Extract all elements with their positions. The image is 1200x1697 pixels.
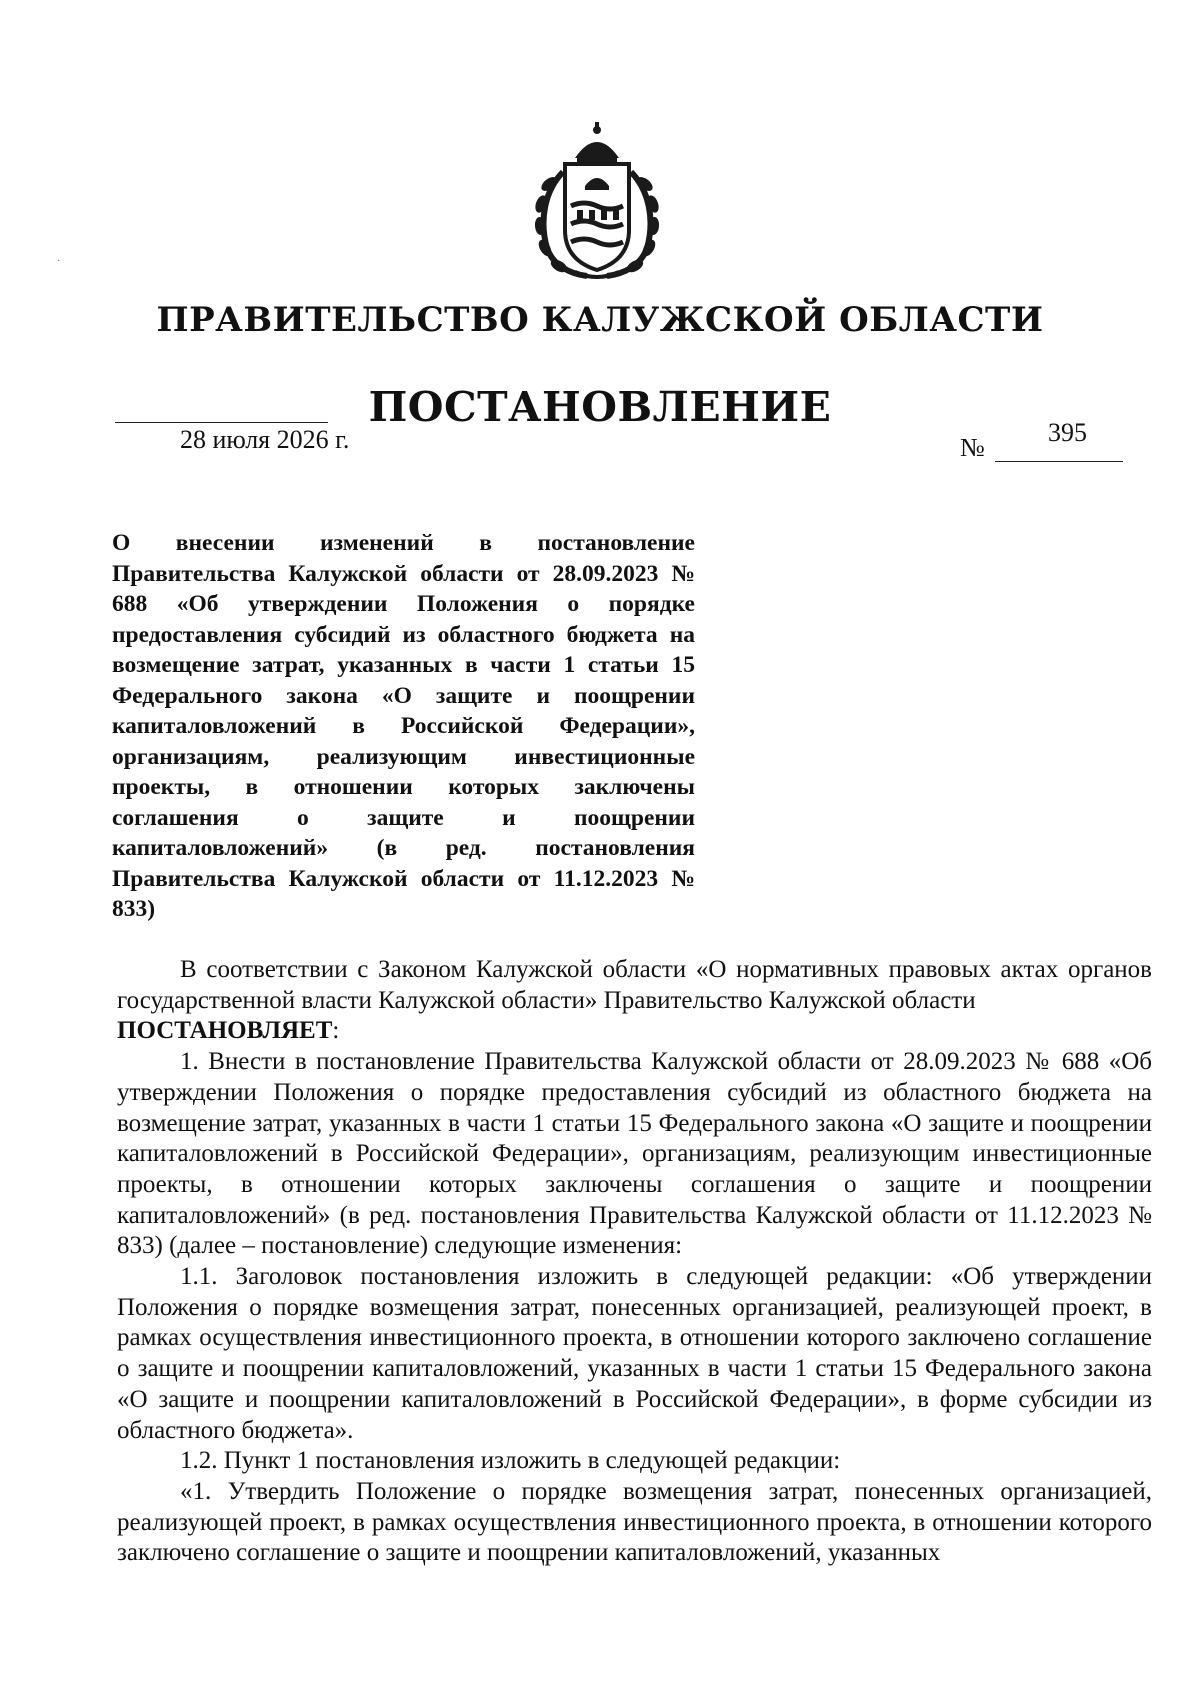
preamble-text: В соответствии с Законом Калужской области «О нормативных правовых актах органов государственной власти Калужской области» Правительство Калужской области <box>117 956 1152 1014</box>
document-number: 395 <box>1048 418 1087 447</box>
number-sign: № <box>960 433 985 462</box>
government-name: ПРАВИТЕЛЬСТВО КАЛУЖСКОЙ ОБЛАСТИ <box>156 300 1044 340</box>
resolves-colon: : <box>332 1017 340 1045</box>
document-heading: О внесении изменений в постановление Правительства Калужской области от 28.09.2023 № 688 «Об утверждении Положения о порядке предоставления субсидий из областного бюджета на возмещение затрат, указанных в части 1 статьи 15 Федерального закона «О защите и поощрении капиталовложений в Российской Федерации», организациям, реализующим инвестиционные проекты, в отношении которых заключены соглашения о защите и поощрении капиталовложений» (в ред. постановления Правительства Калужской области от 11.12.2023 № 833) <box>112 530 695 922</box>
number-underline <box>995 461 1123 462</box>
paragraph-1-1: 1.1. Заголовок постановления изложить в следующей редакции: «Об утверждении Положения о порядке возмещения затрат, понесенных организацией, реализующей проект, в рамках осуществления инвестиционного проекта, в отношении которого заключено соглашение о защите и поощрении капиталовложений, указанных в части 1 статьи 15 Федерального закона «О защите и поощрении капиталовложений в Российской Федерации», в форме субсидии из областного бюджета». <box>117 1263 1152 1444</box>
resolves-word: ПОСТАНОВЛЯЕТ <box>117 1017 333 1045</box>
paragraph-1-2: 1.2. Пункт 1 постановления изложить в следующей редакции: <box>180 1447 841 1475</box>
paragraph-1: 1. Внести в постановление Правительства Калужской области от 28.09.2023 № 688 «Об утверждении Положения о порядке предоставления субсидий из областного бюджета на возмещение затрат, указанных в части 1 статьи 15 Федерального закона «О защите и поощрении капиталовложений в Российской Федерации», организациям, реализующим инвестиционные проекты, в отношении которых заключены соглашения о защите и поощрении капиталовложений» (в ред. постановления Правительства Калужской области от 11.12.2023 № 833) (далее – постановление) следующие изменения: <box>117 1048 1152 1260</box>
document-body <box>117 955 1152 1569</box>
date-underline <box>115 422 328 423</box>
document-type: ПОСТАНОВЛЕНИЕ <box>368 383 832 431</box>
preamble-paragraph <box>117 955 1152 1016</box>
paragraph-quoted-1: «1. Утвердить Положение о порядке возмещения затрат, понесенных организацией, реализующей проект, в рамках осуществления инвестиционного проекта, в отношении которого заключено соглашение о защите и поощрении капиталовложений, указанных <box>117 1477 1152 1567</box>
scan-artifact: · <box>57 256 61 267</box>
document-date: 28 июля 2026 г. <box>180 425 350 454</box>
resolves-line <box>117 1016 1152 1047</box>
coat-of-arms-icon <box>531 120 663 282</box>
